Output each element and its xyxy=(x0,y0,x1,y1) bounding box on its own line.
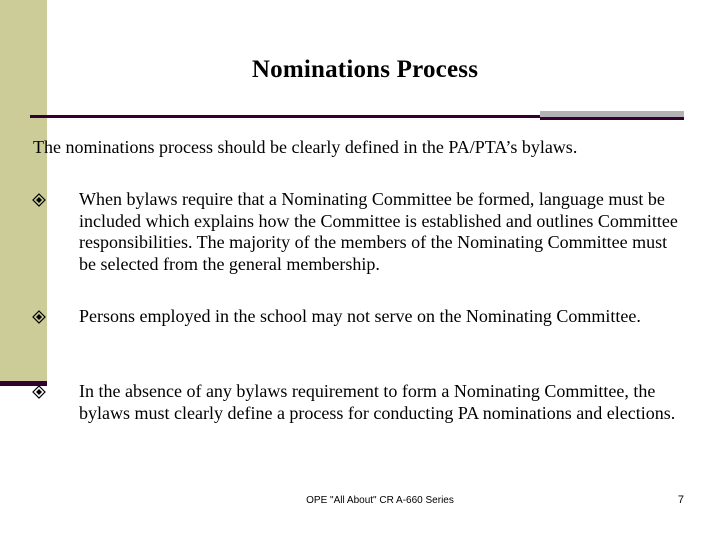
diamond-bullet-icon xyxy=(32,310,46,324)
diamond-bullet-icon xyxy=(32,385,46,399)
title-underline-accent-edge xyxy=(540,117,684,120)
footer-text: OPE "All About" CR A-660 Series xyxy=(306,495,454,506)
bullet-text: In the absence of any bylaws requirement to form a Nominating Committee, the bylaws must clearly define a process for conducting PA nominations and elections. xyxy=(79,381,676,423)
page-number: 7 xyxy=(677,494,684,506)
intro-text: The nominations process should be clearly defined in the PA/PTA’s bylaws. xyxy=(33,137,578,157)
slide-title: Nominations Process xyxy=(251,56,479,83)
diamond-bullet-icon xyxy=(32,193,46,207)
bullet-text: Persons employed in the school may not serve on the Nominating Committee. xyxy=(79,306,641,326)
bullet-text: When bylaws require that a Nominating Committee be formed, language must be included which explains how the Committee is established and outlines Committee responsibilities. The majority of the members of the Nominating Committee must be selected from the general membership. xyxy=(79,189,678,274)
title-underline xyxy=(30,115,540,118)
